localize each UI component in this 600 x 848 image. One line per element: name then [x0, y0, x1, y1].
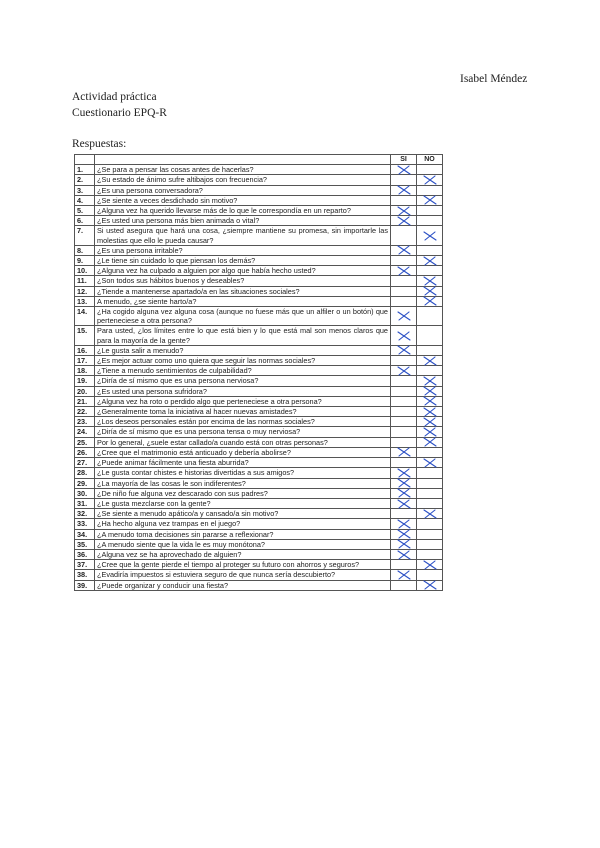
answer-cell-yes: [391, 345, 417, 355]
table-row: [75, 226, 443, 245]
cross-mark-icon: [423, 458, 437, 468]
question-number: 12.: [75, 286, 95, 296]
answer-cell-yes: [391, 276, 417, 286]
cross-mark-icon: [397, 345, 411, 355]
cross-mark-icon: [397, 206, 411, 216]
answer-cell-no: [417, 366, 443, 376]
answer-cell-yes: [391, 307, 417, 326]
table-row: [75, 376, 443, 386]
question-text: ¿Cree que la gente pierde el tiempo al proteger su futuro con ahorros y seguros?: [95, 560, 391, 570]
cross-mark-icon: [397, 447, 411, 457]
no-header: NO: [417, 155, 443, 165]
answer-cell-yes: [391, 376, 417, 386]
cross-mark-icon: [423, 231, 437, 241]
cross-mark-icon: [397, 478, 411, 488]
question-text: ¿Es mejor actuar como uno quiera que seguir las normas sociales?: [95, 356, 391, 366]
cross-mark-icon: [397, 165, 411, 175]
question-number: 5.: [75, 206, 95, 216]
table-row: [75, 519, 443, 529]
question-text: ¿Es una persona conversadora?: [95, 185, 391, 195]
table-row: [75, 185, 443, 195]
answer-cell-no: [417, 498, 443, 508]
question-text: ¿A menudo siente que la vida le es muy monótona?: [95, 539, 391, 549]
question-number: 19.: [75, 376, 95, 386]
answer-cell-yes: [391, 580, 417, 590]
table-row: [75, 195, 443, 205]
cross-mark-icon: [423, 276, 437, 286]
table-row: [75, 307, 443, 326]
cross-mark-icon: [397, 519, 411, 529]
cross-mark-icon: [423, 509, 437, 519]
answer-cell-yes: [391, 206, 417, 216]
answer-cell-yes: [391, 498, 417, 508]
answer-cell-no: [417, 539, 443, 549]
question-text: ¿De niño fue alguna vez descarado con sus padres?: [95, 488, 391, 498]
answer-cell-no: [417, 407, 443, 417]
answer-cell-no: [417, 529, 443, 539]
answer-cell-yes: [391, 226, 417, 245]
question-text: ¿Le gusta salir a menudo?: [95, 345, 391, 355]
question-number: 25.: [75, 437, 95, 447]
document-title: Actividad práctica: [72, 91, 157, 103]
cross-mark-icon: [397, 366, 411, 376]
question-number: 4.: [75, 195, 95, 205]
answer-cell-yes: [391, 175, 417, 185]
table-row: [75, 498, 443, 508]
answer-cell-yes: [391, 529, 417, 539]
cross-mark-icon: [423, 407, 437, 417]
table-row: [75, 286, 443, 296]
table-row: [75, 256, 443, 266]
question-number: 27.: [75, 458, 95, 468]
cross-mark-icon: [423, 195, 437, 205]
answer-cell-yes: [391, 437, 417, 447]
answer-cell-yes: [391, 539, 417, 549]
answer-cell-yes: [391, 386, 417, 396]
question-text: ¿Alguna vez ha roto o perdido algo que perteneciese a otra persona?: [95, 396, 391, 406]
question-number: 32.: [75, 509, 95, 519]
question-text: ¿Le gusta mezclarse con la gente?: [95, 498, 391, 508]
cross-mark-icon: [423, 256, 437, 266]
question-number: 34.: [75, 529, 95, 539]
cross-mark-icon: [397, 488, 411, 498]
answer-cell-yes: [391, 185, 417, 195]
question-text: ¿Ha hecho alguna vez trampas en el juego?: [95, 519, 391, 529]
table-row: [75, 509, 443, 519]
table-header-row: [75, 155, 443, 165]
answer-cell-no: [417, 417, 443, 427]
question-text: ¿Generalmente toma la iniciativa al hacer nuevas amistades?: [95, 407, 391, 417]
answer-cell-yes: [391, 570, 417, 580]
question-number: 23.: [75, 417, 95, 427]
question-text: ¿Se para a pensar las cosas antes de hacerlas?: [95, 165, 391, 175]
table-row: [75, 488, 443, 498]
question-number: 24.: [75, 427, 95, 437]
question-text: ¿Son todos sus hábitos buenos y deseables?: [95, 276, 391, 286]
answer-cell-yes: [391, 468, 417, 478]
question-number: 11.: [75, 276, 95, 286]
question-number: 13.: [75, 296, 95, 306]
question-number: 29.: [75, 478, 95, 488]
cross-mark-icon: [397, 468, 411, 478]
answer-cell-no: [417, 478, 443, 488]
table-row: [75, 468, 443, 478]
answer-cell-no: [417, 195, 443, 205]
cross-mark-icon: [397, 570, 411, 580]
question-text: ¿Tiende a mantenerse apartado/a en las situaciones sociales?: [95, 286, 391, 296]
answer-cell-no: [417, 356, 443, 366]
question-number: 36.: [75, 549, 95, 559]
answer-cell-no: [417, 376, 443, 386]
cross-mark-icon: [423, 580, 437, 590]
question-text: ¿Ha cogido alguna vez alguna cosa (aunque no fuese más que un alfiler o un botón) que perteneciese a otra persona?: [95, 307, 391, 326]
answer-cell-no: [417, 276, 443, 286]
cross-mark-icon: [397, 539, 411, 549]
table-row: [75, 326, 443, 345]
answer-cell-yes: [391, 326, 417, 345]
answer-cell-no: [417, 570, 443, 580]
answer-cell-no: [417, 345, 443, 355]
number-header: [75, 155, 95, 165]
table-row: [75, 529, 443, 539]
answer-cell-no: [417, 560, 443, 570]
question-number: 37.: [75, 560, 95, 570]
question-number: 7.: [75, 226, 95, 245]
table-row: [75, 266, 443, 276]
answer-cell-yes: [391, 216, 417, 226]
question-text: ¿Se siente a menudo apático/a y cansado/a sin motivo?: [95, 509, 391, 519]
answer-cell-no: [417, 245, 443, 255]
answer-cell-no: [417, 386, 443, 396]
question-number: 10.: [75, 266, 95, 276]
answer-cell-no: [417, 437, 443, 447]
table-row: [75, 206, 443, 216]
question-text: ¿Es usted una persona sufridora?: [95, 386, 391, 396]
question-text: ¿Puede organizar y conducir una fiesta?: [95, 580, 391, 590]
cross-mark-icon: [397, 185, 411, 195]
table-row: [75, 549, 443, 559]
question-number: 38.: [75, 570, 95, 580]
answer-cell-no: [417, 185, 443, 195]
document-subtitle: Cuestionario EPQ-R: [72, 107, 167, 119]
question-number: 22.: [75, 407, 95, 417]
answer-cell-yes: [391, 356, 417, 366]
cross-mark-icon: [397, 245, 411, 255]
answer-cell-no: [417, 427, 443, 437]
answer-cell-no: [417, 165, 443, 175]
answer-cell-yes: [391, 245, 417, 255]
answer-cell-no: [417, 296, 443, 306]
question-number: 16.: [75, 345, 95, 355]
question-number: 31.: [75, 498, 95, 508]
answer-cell-no: [417, 286, 443, 296]
table-row: [75, 386, 443, 396]
answer-cell-no: [417, 206, 443, 216]
answer-cell-no: [417, 549, 443, 559]
question-number: 39.: [75, 580, 95, 590]
table-row: [75, 245, 443, 255]
cross-mark-icon: [423, 386, 437, 396]
answer-cell-no: [417, 488, 443, 498]
answer-cell-yes: [391, 417, 417, 427]
question-number: 20.: [75, 386, 95, 396]
answer-cell-yes: [391, 407, 417, 417]
answer-cell-yes: [391, 195, 417, 205]
cross-mark-icon: [397, 266, 411, 276]
question-number: 15.: [75, 326, 95, 345]
questionnaire-table: [74, 154, 443, 591]
answer-cell-no: [417, 519, 443, 529]
answers-heading: Respuestas:: [72, 138, 127, 150]
answer-cell-yes: [391, 447, 417, 457]
question-text: ¿La mayoría de las cosas le son indiferentes?: [95, 478, 391, 488]
answer-cell-yes: [391, 509, 417, 519]
answer-cell-no: [417, 458, 443, 468]
answer-cell-yes: [391, 549, 417, 559]
table-row: [75, 345, 443, 355]
question-text: Si usted asegura que hará una cosa, ¿siempre mantiene su promesa, sin importarle las molestias que ello le pueda causar?: [95, 226, 391, 245]
table-row: [75, 580, 443, 590]
answer-cell-yes: [391, 256, 417, 266]
question-text: ¿Puede animar fácilmente una fiesta aburrida?: [95, 458, 391, 468]
cross-mark-icon: [423, 286, 437, 296]
question-number: 1.: [75, 165, 95, 175]
table-row: [75, 407, 443, 417]
table-row: [75, 478, 443, 488]
question-number: 26.: [75, 447, 95, 457]
table-row: [75, 356, 443, 366]
table-row: [75, 175, 443, 185]
question-text: Para usted, ¿los límites entre lo que está bien y lo que está mal son menos claros que para la mayoría de la gente?: [95, 326, 391, 345]
answer-cell-yes: [391, 478, 417, 488]
question-text: ¿Su estado de ánimo sufre altibajos con frecuencia?: [95, 175, 391, 185]
table-row: [75, 447, 443, 457]
answer-cell-yes: [391, 488, 417, 498]
table-row: [75, 539, 443, 549]
cross-mark-icon: [423, 376, 437, 386]
answer-cell-no: [417, 175, 443, 185]
table-row: [75, 570, 443, 580]
cross-mark-icon: [423, 427, 437, 437]
question-text: ¿Es una persona irritable?: [95, 245, 391, 255]
question-number: 14.: [75, 307, 95, 326]
yes-header: SI: [391, 155, 417, 165]
table-row: [75, 427, 443, 437]
question-number: 35.: [75, 539, 95, 549]
answer-cell-no: [417, 216, 443, 226]
answer-cell-yes: [391, 296, 417, 306]
cross-mark-icon: [397, 499, 411, 509]
cross-mark-icon: [397, 550, 411, 560]
table-row: [75, 296, 443, 306]
question-text: ¿Alguna vez ha culpado a alguien por algo que había hecho usted?: [95, 266, 391, 276]
answer-cell-no: [417, 307, 443, 326]
table-row: [75, 396, 443, 406]
answer-cell-yes: [391, 519, 417, 529]
question-text: Por lo general, ¿suele estar callado/a cuando está con otras personas?: [95, 437, 391, 447]
answer-cell-no: [417, 447, 443, 457]
cross-mark-icon: [397, 216, 411, 226]
answer-cell-no: [417, 509, 443, 519]
table-row: [75, 276, 443, 286]
question-number: 21.: [75, 396, 95, 406]
table-row: [75, 216, 443, 226]
answer-cell-yes: [391, 560, 417, 570]
question-text: ¿Le gusta contar chistes e historias divertidas a sus amigos?: [95, 468, 391, 478]
answer-cell-yes: [391, 286, 417, 296]
cross-mark-icon: [423, 396, 437, 406]
question-number: 3.: [75, 185, 95, 195]
question-number: 2.: [75, 175, 95, 185]
table-row: [75, 437, 443, 447]
question-text: ¿Diría de sí mismo que es una persona tensa o muy nerviosa?: [95, 427, 391, 437]
table-row: [75, 366, 443, 376]
answer-cell-no: [417, 468, 443, 478]
question-number: 6.: [75, 216, 95, 226]
cross-mark-icon: [423, 437, 437, 447]
question-number: 30.: [75, 488, 95, 498]
answer-cell-no: [417, 326, 443, 345]
question-text: ¿Le tiene sin cuidado lo que piensan los demás?: [95, 256, 391, 266]
question-text: ¿Cree que el matrimonio está anticuado y debería abolirse?: [95, 447, 391, 457]
cross-mark-icon: [423, 356, 437, 366]
question-number: 28.: [75, 468, 95, 478]
answer-cell-no: [417, 266, 443, 276]
answer-cell-yes: [391, 458, 417, 468]
cross-mark-icon: [397, 529, 411, 539]
question-number: 18.: [75, 366, 95, 376]
question-text: ¿Diría de sí mismo que es una persona nerviosa?: [95, 376, 391, 386]
answer-cell-no: [417, 226, 443, 245]
question-number: 9.: [75, 256, 95, 266]
cross-mark-icon: [423, 296, 437, 306]
question-text: ¿Alguna vez se ha aprovechado de alguien?: [95, 549, 391, 559]
table-row: [75, 560, 443, 570]
cross-mark-icon: [423, 417, 437, 427]
question-number: 17.: [75, 356, 95, 366]
question-text: A menudo, ¿se siente harto/a?: [95, 296, 391, 306]
answer-cell-no: [417, 580, 443, 590]
answer-cell-no: [417, 396, 443, 406]
question-text: ¿Los deseos personales están por encima de las normas sociales?: [95, 417, 391, 427]
question-text: ¿Evadiría impuestos si estuviera seguro de que nunca sería descubierto?: [95, 570, 391, 580]
question-text: ¿Se siente a veces desdichado sin motivo?: [95, 195, 391, 205]
question-header: [95, 155, 391, 165]
question-text: ¿A menudo toma decisiones sin pararse a reflexionar?: [95, 529, 391, 539]
answer-cell-yes: [391, 396, 417, 406]
answer-cell-yes: [391, 427, 417, 437]
questions-body: [75, 165, 443, 591]
table-row: [75, 458, 443, 468]
question-text: ¿Es usted una persona más bien animada o vital?: [95, 216, 391, 226]
table-row: [75, 165, 443, 175]
answer-cell-yes: [391, 165, 417, 175]
cross-mark-icon: [423, 560, 437, 570]
question-number: 8.: [75, 245, 95, 255]
cross-mark-icon: [397, 311, 411, 321]
question-text: ¿Alguna vez ha querido llevarse más de lo que le correspondía en un reparto?: [95, 206, 391, 216]
cross-mark-icon: [397, 331, 411, 341]
question-number: 33.: [75, 519, 95, 529]
cross-mark-icon: [423, 175, 437, 185]
question-text: ¿Tiene a menudo sentimientos de culpabilidad?: [95, 366, 391, 376]
answer-cell-no: [417, 256, 443, 266]
author-name: Isabel Méndez: [460, 73, 528, 85]
answer-cell-yes: [391, 366, 417, 376]
table-row: [75, 417, 443, 427]
answer-cell-yes: [391, 266, 417, 276]
